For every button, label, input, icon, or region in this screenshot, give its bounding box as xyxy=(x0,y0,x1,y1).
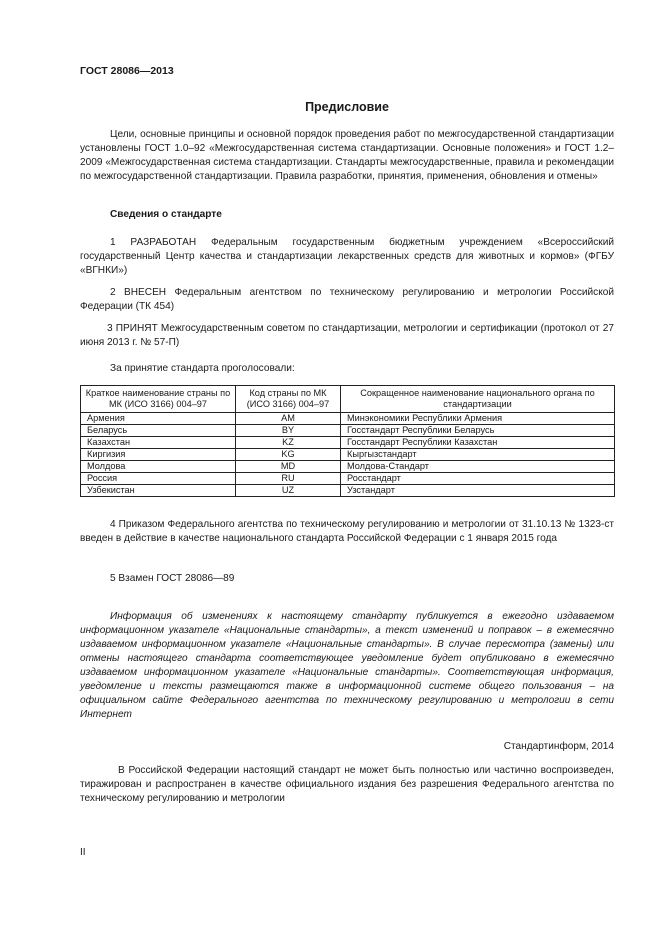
copyright-paragraph: В Российской Федерации настоящий стандарт не может быть полностью или частично воспроизведен, тиражирован и распространен в качестве официального издания без разрешения Федерального агентства по техническому регулированию и метрологии xyxy=(80,765,614,804)
page-title: Предисловие xyxy=(305,100,389,114)
body-cell: Узстандарт xyxy=(341,485,615,497)
body-cell: Кыргызстандарт xyxy=(341,449,615,461)
subheading: Сведения о стандарте xyxy=(110,209,222,220)
table-row xyxy=(81,437,615,449)
table-row xyxy=(81,461,615,473)
code-cell: BY xyxy=(236,425,341,437)
table-body xyxy=(81,413,615,497)
code-cell: AM xyxy=(236,413,341,425)
table-row xyxy=(81,449,615,461)
publisher-line: Стандартинформ, 2014 xyxy=(503,741,614,752)
notice-paragraph: Информация об изменениях к настоящему стандарту публикуется в ежегодно издаваемом информационном указателе «Национальные стандарты», а текст изменений и поправок – в ежемесячно издаваемом информационном указателе «Национальные стандарты». В случае пересмотра (замены) или отмены настоящего стандарта соответствующее уведомление будет опубликовано в ежемесячно издаваемом информационном указателе «Национальные стандарты». Соответствующая информация, уведомление и тексты размещаются также в информационной системе общего пользования – на официальном сайте Федерального агентства по техническому регулированию и метрологии в сети Интернет xyxy=(80,611,614,720)
voting-table xyxy=(80,385,615,497)
code-cell: RU xyxy=(236,473,341,485)
item-enacted: 4 Приказом Федерального агентства по техническому регулированию и метрологии от 31.10.13 № 1323-ст введен в действие в качестве национального стандарта Российской Федерации с 1 января 2015 года xyxy=(80,519,614,544)
document-code: ГОСТ 28086—2013 xyxy=(80,65,174,77)
item-developed: 1 РАЗРАБОТАН Федеральным государственным бюджетным учреждением «Всероссийский государственный Центр качества и стандартизации лекарственных средств для животных и кормов» (ФГБУ «ВГНКИ») xyxy=(80,237,614,276)
body-cell: Молдова-Стандарт xyxy=(341,461,615,473)
country-cell: Молдова xyxy=(81,461,236,473)
body-cell: Росстандарт xyxy=(341,473,615,485)
column-header-body: Сокращенное наименование национального органа по стандартизации xyxy=(341,386,615,413)
country-cell: Казахстан xyxy=(81,437,236,449)
code-cell: MD xyxy=(236,461,341,473)
country-cell: Киргизия xyxy=(81,449,236,461)
page-number: II xyxy=(80,847,86,858)
code-cell: KG xyxy=(236,449,341,461)
code-cell: UZ xyxy=(236,485,341,497)
country-cell: Узбекистан xyxy=(81,485,236,497)
column-header-code: Код страны по МК (ИСО 3166) 004–97 xyxy=(236,386,341,413)
body-cell: Минэкономики Республики Армения xyxy=(341,413,615,425)
intro-paragraph: Цели, основные принципы и основной порядок проведения работ по межгосударственной стандартизации установлены ГОСТ 1.0–92 «Межгосударственная система стандартизации. Основные положения» и ГОСТ 1.2–2009 «Межгосударственная система стандартизации. Стандарты межгосударственные, правила и рекомендации по межгосударственной стандартизации. Правила разработки, принятия, применения, обновления и отмены» xyxy=(80,129,614,182)
vote-intro: За принятие стандарта проголосовали: xyxy=(110,363,295,374)
item-replaces: 5 Взамен ГОСТ 28086—89 xyxy=(110,573,235,584)
table-row xyxy=(81,485,615,497)
item-introduced: 2 ВНЕСЕН Федеральным агентством по техническому регулированию и метрологии Российской Федерации (ТК 454) xyxy=(80,287,614,312)
table-row xyxy=(81,425,615,437)
column-header-country: Краткое наименование страны по МК (ИСО 3166) 004–97 xyxy=(81,386,236,413)
country-cell: Армения xyxy=(81,413,236,425)
table-row xyxy=(81,473,615,485)
country-cell: Беларусь xyxy=(81,425,236,437)
code-cell: KZ xyxy=(236,437,341,449)
body-cell: Госстандарт Республики Беларусь xyxy=(341,425,615,437)
country-cell: Россия xyxy=(81,473,236,485)
table-row xyxy=(81,413,615,425)
body-cell: Госстандарт Республики Казахстан xyxy=(341,437,615,449)
item-adopted: 3 ПРИНЯТ Межгосударственным советом по стандартизации, метрологии и сертификации (протокол от 27 июня 2013 г. № 57-П) xyxy=(80,323,614,348)
